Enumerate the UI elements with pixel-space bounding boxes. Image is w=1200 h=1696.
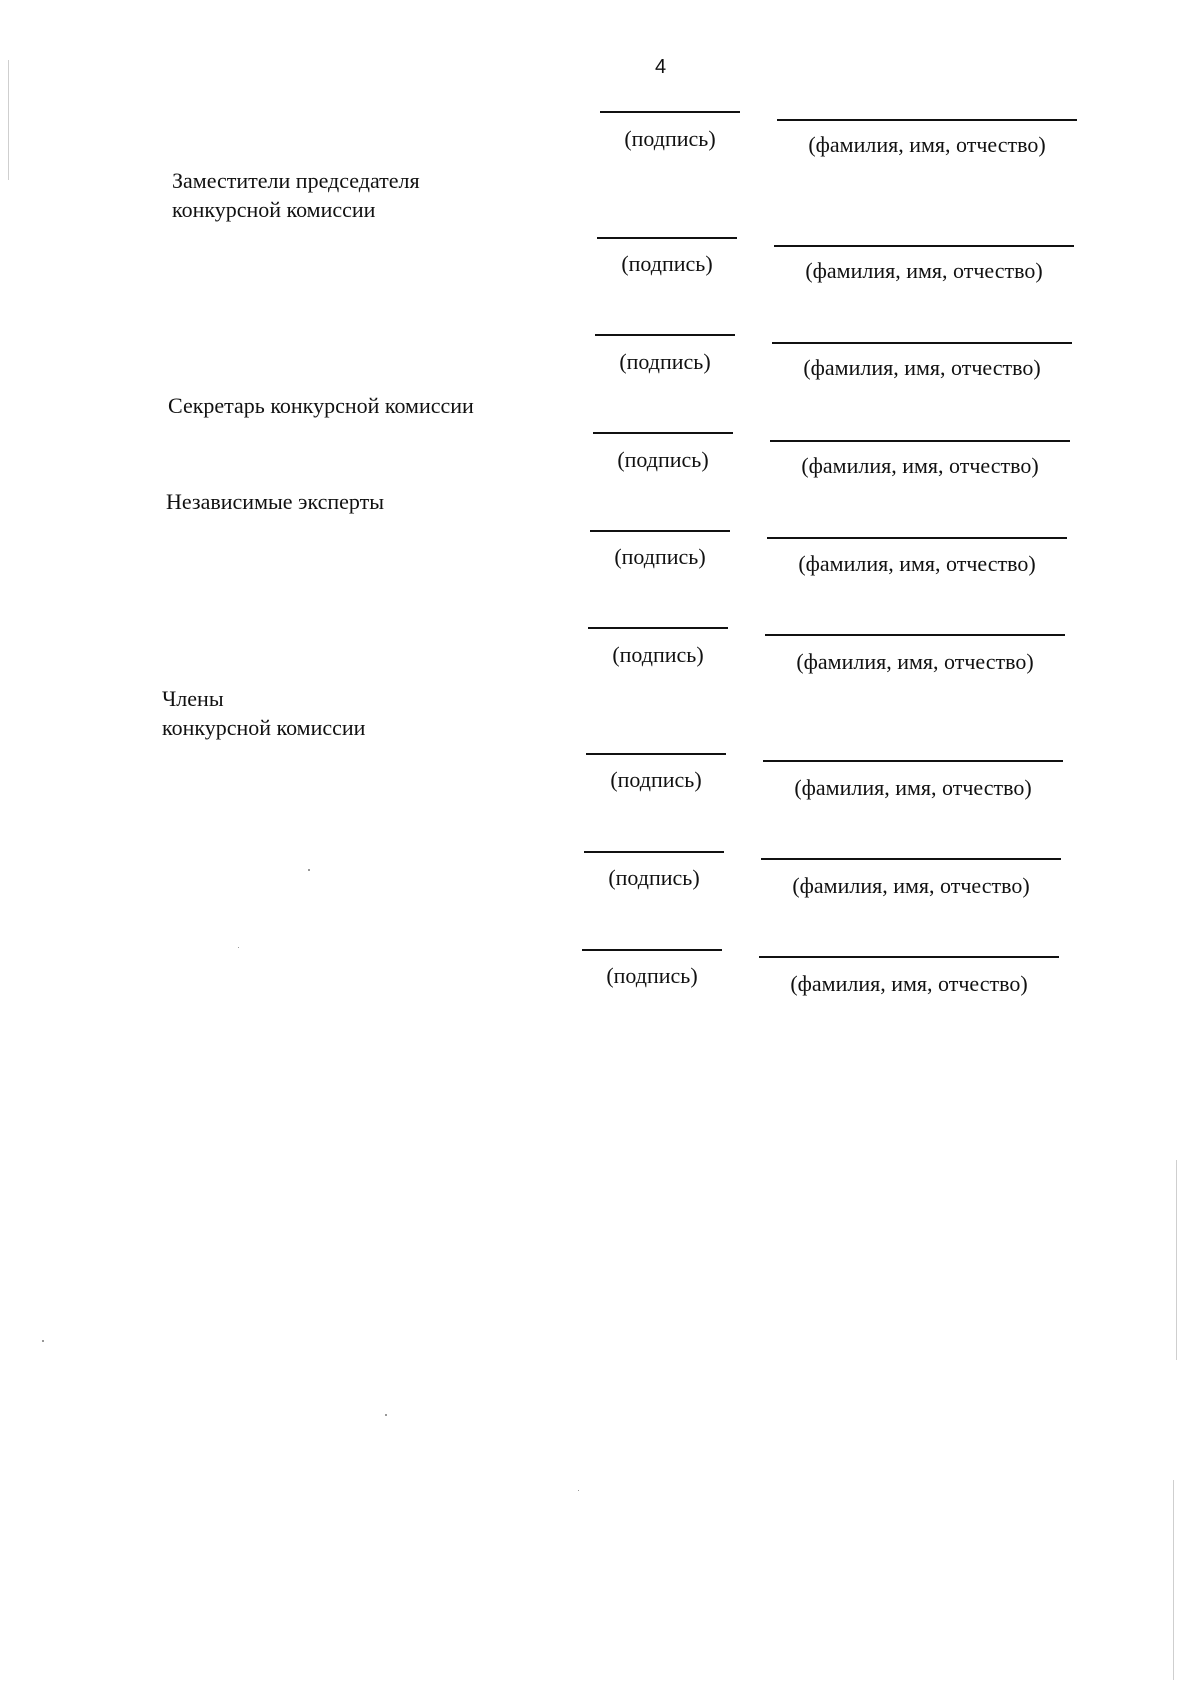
name-caption: (фамилия, имя, отчество)	[801, 453, 1039, 478]
scan-speck	[578, 1490, 579, 1491]
name-caption: (фамилия, имя, отчество)	[796, 649, 1034, 674]
name-line	[770, 440, 1070, 442]
signature-line	[600, 111, 740, 113]
name-line	[777, 119, 1077, 121]
signature-caption: (подпись)	[610, 767, 702, 792]
name-caption: (фамилия, имя, отчество)	[805, 258, 1043, 283]
name-line	[765, 634, 1065, 636]
scan-speck	[238, 947, 239, 948]
signature-line	[590, 530, 730, 532]
signature-caption: (подпись)	[624, 126, 716, 151]
scan-speck	[385, 1414, 387, 1416]
scan-edge-mark	[8, 60, 9, 180]
name-line	[763, 760, 1063, 762]
signature-line	[588, 627, 728, 629]
name-caption: (фамилия, имя, отчество)	[794, 775, 1032, 800]
role-label-secretary: Секретарь конкурсной комиссии	[168, 393, 474, 418]
signature-line	[593, 432, 733, 434]
name-line	[759, 956, 1059, 958]
signature-line	[582, 949, 722, 951]
signature-caption: (подпись)	[606, 963, 698, 988]
role-label-line: конкурсной комиссии	[162, 715, 366, 740]
signature-caption: (подпись)	[614, 544, 706, 569]
name-line	[761, 858, 1061, 860]
role-label-line: конкурсной комиссии	[172, 197, 376, 222]
signature-caption: (подпись)	[612, 642, 704, 667]
role-label-experts: Независимые эксперты	[166, 489, 385, 514]
name-line	[767, 537, 1067, 539]
signature-line	[584, 851, 724, 853]
name-caption: (фамилия, имя, отчество)	[803, 355, 1041, 380]
role-label-line: Члены	[162, 686, 224, 711]
signature-line	[586, 753, 726, 755]
scan-edge-mark	[1176, 1160, 1177, 1360]
signature-caption: (подпись)	[619, 349, 711, 374]
scan-speck	[42, 1340, 44, 1342]
signature-caption: (подпись)	[617, 447, 709, 472]
role-label-line: Заместители председателя	[172, 168, 420, 193]
scan-edge-mark	[1173, 1480, 1174, 1680]
name-caption: (фамилия, имя, отчество)	[792, 873, 1030, 898]
name-line	[774, 245, 1074, 247]
signature-caption: (подпись)	[621, 251, 713, 276]
role-label-deputies	[172, 166, 420, 224]
name-caption: (фамилия, имя, отчество)	[808, 132, 1046, 157]
page-number: 4	[655, 56, 667, 78]
name-caption: (фамилия, имя, отчество)	[790, 971, 1028, 996]
scan-speck	[308, 869, 310, 871]
signature-caption: (подпись)	[608, 865, 700, 890]
signature-line	[597, 237, 737, 239]
role-label-members	[162, 684, 365, 742]
signature-line	[595, 334, 735, 336]
name-caption: (фамилия, имя, отчество)	[798, 551, 1036, 576]
name-line	[772, 342, 1072, 344]
